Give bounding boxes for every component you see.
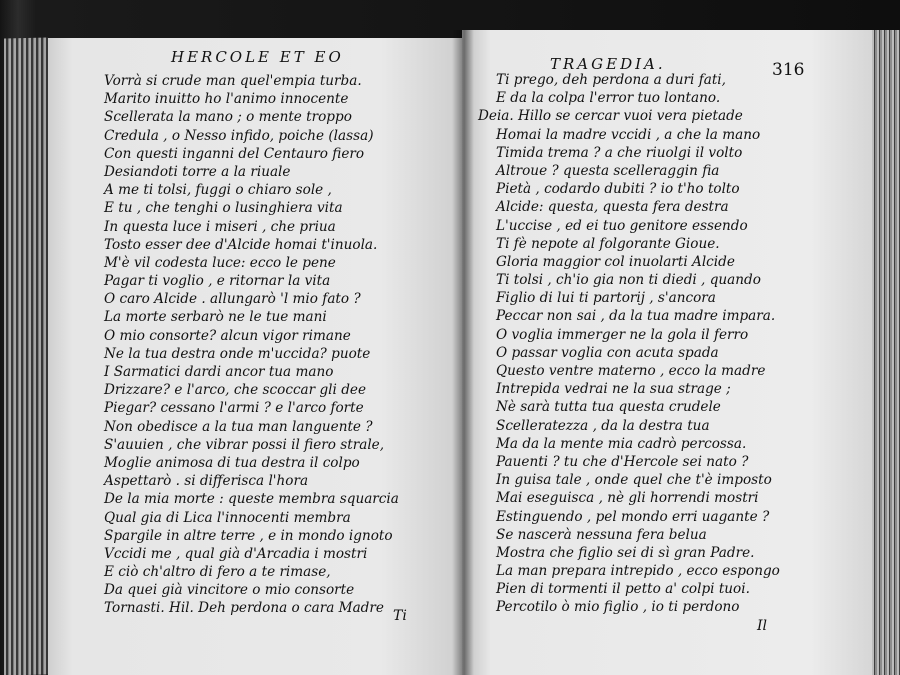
right-catchword: Il <box>757 618 768 634</box>
verse-line: M'è vil codesta luce: ecco le pene <box>104 254 336 271</box>
left-page-edges <box>4 38 48 675</box>
verse-line: Pagar ti voglio , e ritornar la vita <box>104 273 331 290</box>
verse-line: O caro Alcide . allungarò 'l mio fato ? <box>104 291 361 308</box>
speaker-line: Deia. Hillo se cercar vuoi vera pietade <box>478 108 743 125</box>
verse-line: Tosto esser dee d'Alcide homai t'inuola. <box>104 236 378 253</box>
verse-line: Drizzare? e l'arco, che scoccar gli dee <box>104 382 366 399</box>
verse-line: Qual gia di Lica l'innocenti membra <box>104 509 351 526</box>
verse-line: Con questi inganni del Centauro fiero <box>104 145 365 162</box>
verse-line: Mai eseguisca , nè gli horrendi mostri <box>496 490 759 507</box>
verse-line: Pietà , codardo dubiti ? io t'ho tolto <box>496 181 740 198</box>
verse-line: Piegar? cessano l'armi ? e l'arco forte <box>104 400 364 417</box>
verse-line: Ti tolsi , ch'io gia non ti diedi , quando <box>496 272 761 289</box>
verse-line: Intrepida vedrai ne la sua strage ; <box>496 381 731 398</box>
verse-line: Ma da la mente mia cadrò percossa. <box>496 435 747 452</box>
right-verse-lines <box>478 71 780 617</box>
verse-line: Vccidi me , qual già d'Arcadia i mostri <box>104 545 368 562</box>
verse-line: Pauenti ? tu che d'Hercole sei nato ? <box>496 453 749 470</box>
verse-line: Scelleratezza , da la destra tua <box>496 417 710 434</box>
verse-line: Ne la tua destra onde m'uccida? puote <box>104 345 371 362</box>
verse-line: Estinguendo , pel mondo erri uagante ? <box>496 508 770 525</box>
verse-line: O passar voglia con acuta spada <box>496 344 719 361</box>
left-running-header: HERCOLE ET EO <box>171 48 344 66</box>
page-number: 316 <box>772 60 805 80</box>
verse-line: Ti prego, deh perdona a duri fati, <box>496 72 726 88</box>
verse-line: In questa luce i miseri , che priua <box>104 218 336 235</box>
verse-line: Se nascerà nessuna fera belua <box>496 526 707 543</box>
verse-line: Vorrà si crude man quel'empia turba. <box>104 73 362 89</box>
verse-line: O mio consorte? alcun vigor rimane <box>104 327 351 344</box>
left-catchword: Ti <box>393 608 407 624</box>
verse-line: O voglia immerger ne la gola il ferro <box>496 326 749 343</box>
verse-line: Peccar non sai , da la tua madre impara. <box>496 308 776 325</box>
verse-line: In guisa tale , onde quel che t'è imposto <box>496 472 772 489</box>
verse-line: E tu , che tenghi o lusinghiera vita <box>104 200 343 217</box>
verse-line: Ti fè nepote al folgorante Gioue. <box>496 235 720 252</box>
verse-line: S'auuien , che vibrar possi il fiero strale, <box>104 436 385 453</box>
verse-line: I Sarmatici dardi ancor tua mano <box>104 364 334 380</box>
verse-line: Da quei già vincitore o mio consorte <box>104 582 355 599</box>
verse-line: E da la colpa l'error tuo lontano. <box>496 90 721 107</box>
right-running-header: TRAGEDIA. <box>550 55 666 73</box>
verse-line: Nè sarà tutta tua questa crudele <box>496 399 721 416</box>
verse-line: E ciò ch'altro di fero a te rimase, <box>104 564 331 581</box>
book-gutter <box>452 30 474 675</box>
verse-line: Alcide: questa, questa fera destra <box>496 199 729 216</box>
verse-line: Scellerata la mano ; o mente troppo <box>104 109 352 126</box>
verse-line: Desiandoti torre a la riuale <box>104 163 291 180</box>
verse-line: De la mia morte : queste membra squarcia <box>104 491 399 508</box>
right-page <box>462 30 872 675</box>
verse-line: La man prepara intrepido , ecco espongo <box>496 563 780 580</box>
verse-line: Pien di tormenti il petto a' colpi tuoi. <box>496 581 750 598</box>
verse-line: Timida trema ? a che riuolgi il volto <box>496 144 743 161</box>
verse-line: Gloria maggior col inuolarti Alcide <box>496 253 735 270</box>
verse-line: Non obedisce a la tua man languente ? <box>104 418 373 435</box>
left-page <box>48 38 464 675</box>
verse-line: Mostra che figlio sei di sì gran Padre. <box>496 544 755 561</box>
verse-line: La morte serbarò ne le tue mani <box>104 309 327 326</box>
verse-line: Questo ventre materno , ecco la madre <box>496 363 766 379</box>
verse-line: Aspettarò . si differisca l'hora <box>104 473 309 490</box>
verse-line: Tornasti. Hil. Deh perdona o cara Madre <box>104 600 384 617</box>
verse-line: Moglie animosa di tua destra il colpo <box>104 454 360 471</box>
verse-line: Percotilo ò mio figlio , io ti perdono <box>496 599 740 616</box>
left-verse-lines <box>104 72 399 618</box>
verse-line: L'uccise , ed ei tuo genitore essendo <box>496 217 748 234</box>
verse-line: Homai la madre vccidi , a che la mano <box>496 126 761 143</box>
verse-line: Figlio di lui ti partorij , s'ancora <box>496 290 716 307</box>
verse-line: Spargile in altre terre , e in mondo ignoto <box>104 527 393 544</box>
verse-line: A me ti tolsi, fuggi o chiaro sole , <box>104 182 332 199</box>
verse-line: Credula , o Nesso infido, poiche (lassa) <box>104 127 374 144</box>
verse-line: Marito inuitto ho l'animo innocente <box>104 91 349 108</box>
verse-line: Altroue ? questa scelleraggin fia <box>496 162 720 179</box>
